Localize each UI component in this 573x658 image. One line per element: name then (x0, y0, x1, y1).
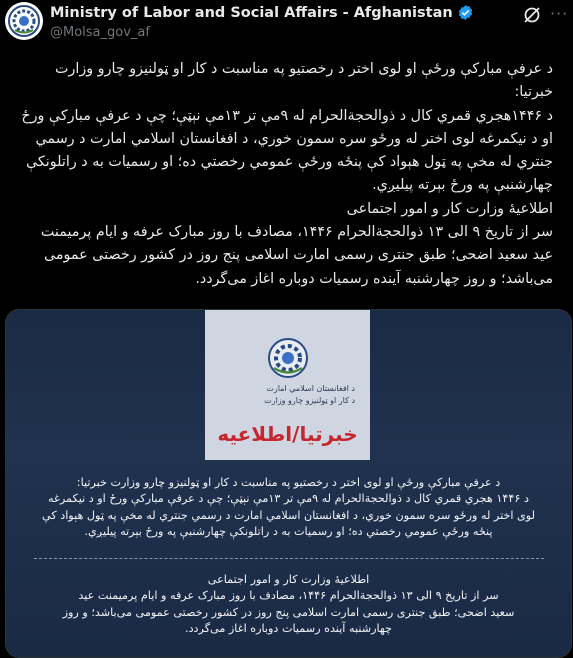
verified-badge-icon (457, 4, 474, 21)
image-text-line: اطلاعیهٔ وزارت کار و امور اجتماعی (207, 573, 370, 586)
tweet-line: د ۱۴۴۶هجري قمري کال د ذوالحجةالحرام له ۹مې تر ۱۳مې نېټې؛ چې د عرفې مبارکې ورځ او د نیکمرغه لوی اختر له ورځو سره سمون خوري، د افغانستان اسلامي امارت د رسمي جنتري له مخې په ټول هېواد کې پنځه ورځې عمومي رخصتي ده؛ او رسمیات به د راتلونکې چهارشنبې په ورځ بېرته پیلیږي. (21, 107, 553, 194)
more-options-icon[interactable]: ··· (550, 4, 569, 23)
ministry-label: د کار او ټولنیزو چارو وزارت (264, 396, 355, 405)
dari-announcement (26, 572, 551, 637)
account-handle[interactable]: @Molsa_gov_af (50, 25, 150, 40)
tweet-header (0, 0, 573, 52)
avatar[interactable] (5, 2, 43, 40)
image-text-line: پنځه ورځې عمومي رخصتي ده؛ او رسمیات به د راتلونکې چهارشنبې په ورځ بېرته پیلیږي. (84, 524, 493, 538)
grok-icon[interactable] (522, 5, 542, 25)
image-text-line: لوی اختر له ورځو سره سمون خوري، د افغانستان اسلامي امارت د رسمي جنتري له مخې په ټول هېواد کې (42, 508, 535, 522)
pashto-announcement (26, 475, 551, 540)
tweet-line: اطلاعیهٔ وزارت کار و امور اجتماعی (346, 200, 553, 217)
image-text-line: د ۱۴۴۶ هجري قمري کال د ذوالحجةالحرام له ۹مې تر ۱۳مې نېټې؛ چې د عرفې مبارکې ورځ او د نیکمرغه (48, 492, 529, 506)
announcement-headline: خبرتیا/اطلاعیه (217, 422, 358, 446)
tweet-image[interactable] (5, 309, 572, 658)
tweet-line: د عرفې مبارکې ورځې او لوی اختر د رخصتیو په مناسبت د کار او ټولنیزو چارو وزارت خبرتیا: (54, 61, 553, 101)
announcement-header-card (205, 310, 370, 460)
image-text-line: چهارشنبه آینده رسمیات دوباره اغاز می‌گردد. (185, 621, 392, 635)
ministry-emblem-icon (7, 4, 41, 38)
emirate-label: د افغانستان اسلامي امارت (266, 384, 355, 393)
account-name[interactable]: Ministry of Labor and Social Affairs - Afghanistan (50, 4, 453, 21)
section-divider (34, 558, 544, 559)
image-text-line: سعید اضحی؛ طبق جنتری رسمی امارت اسلامی پنج روز در کشور رخصتی عمومی می‌باشد؛ و روز (62, 605, 515, 619)
image-text-line: د عرفې مبارکې ورځې او لوی اختر د رخصتیو په مناسبت د کار او ټولنیزو چارو وزارت خبرتیا: (76, 476, 501, 489)
tweet-text (18, 58, 553, 291)
ministry-logo-icon (265, 335, 311, 381)
tweet-line: سر از تاریخ ۹ الی ۱۳ ذوالحجةالحرام ۱۴۴۶، مصادف با روز مبارک عرفه و ایام پرمیمنت عید سعید اضحی؛ طبق جنتری رسمی امارت اسلامی پنج روز در کشور رخصتی عمومی می‌باشد؛ و روز چهارشنبه آینده رسمیات دوباره اغاز می‌گردد. (40, 224, 553, 287)
image-text-line: سر از تاریخ ۹ الی ۱۳ ذوالحجةالحرام ۱۴۴۶، مصادف با روز مبارک عرفه و ایام پرمیمنت عید (78, 589, 499, 603)
